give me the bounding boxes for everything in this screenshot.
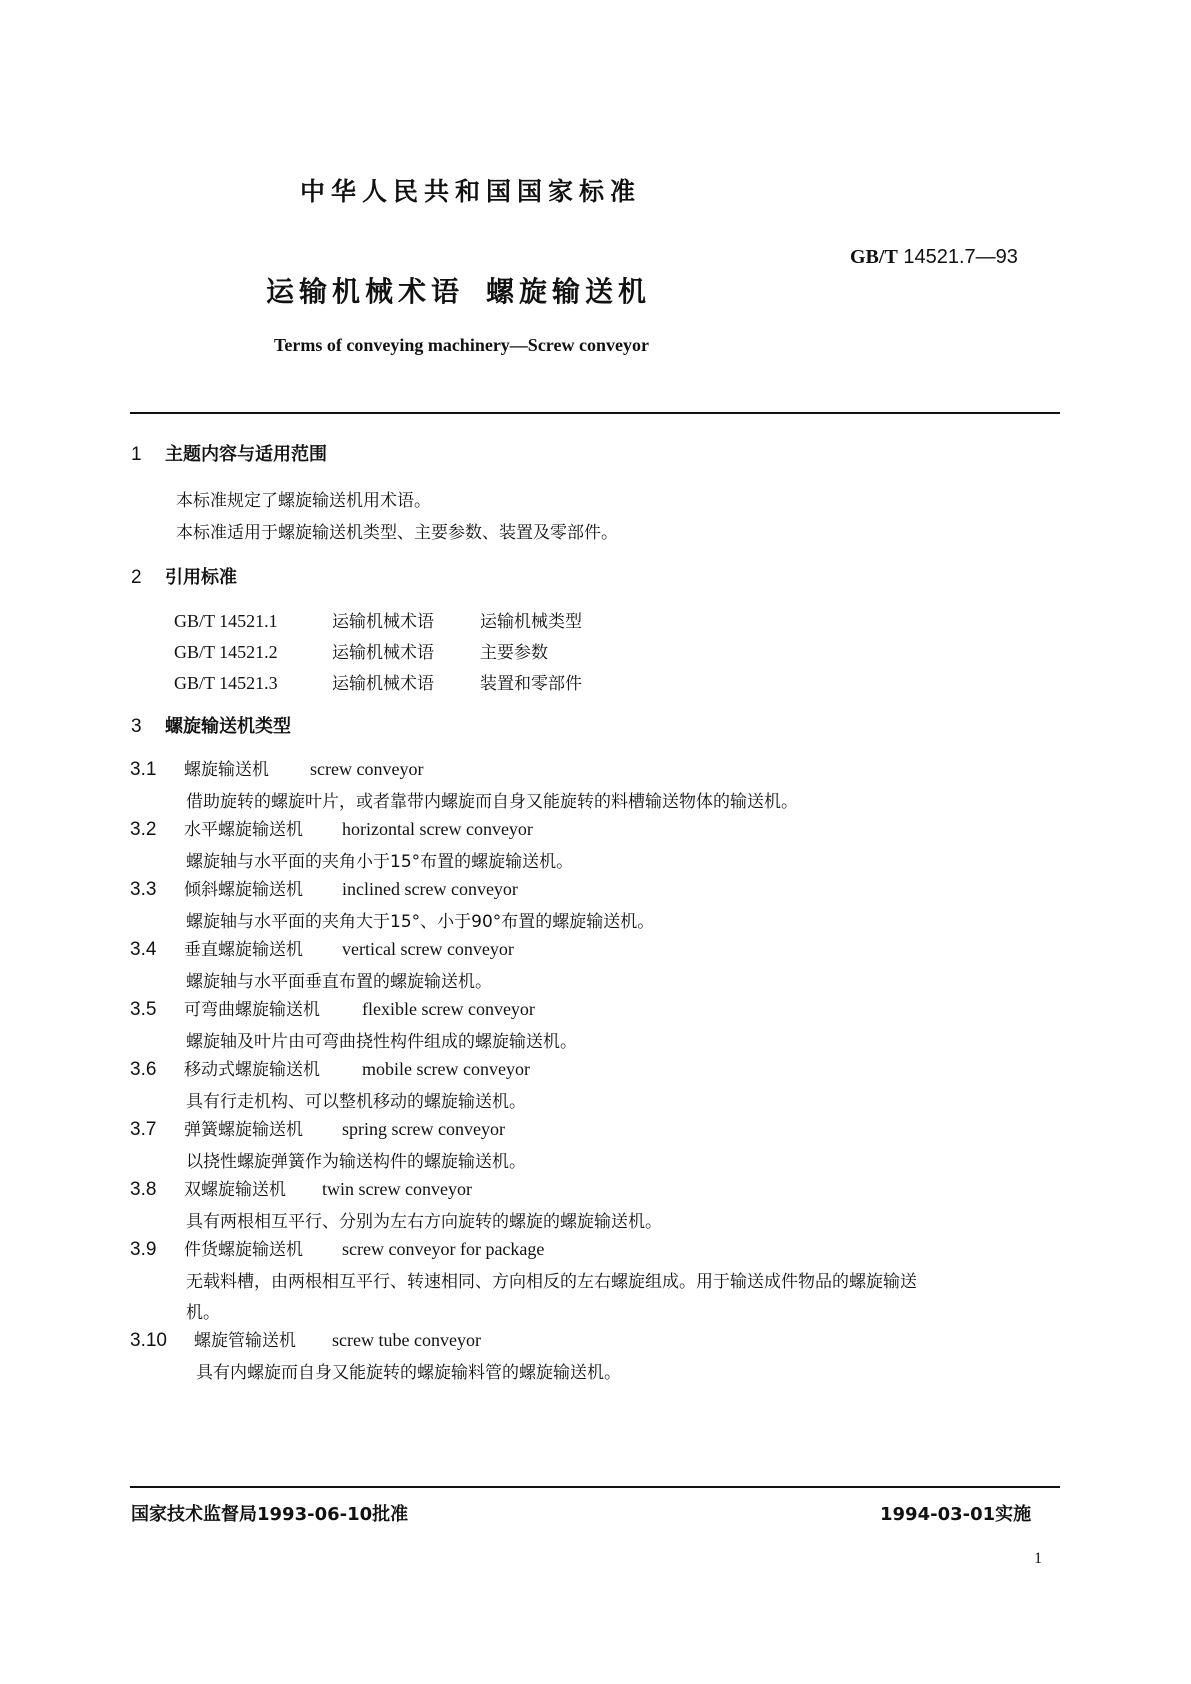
reference-code: GB/T 14521.1 — [174, 611, 278, 631]
term-en: twin screw conveyor — [322, 1179, 472, 1199]
reference-item — [174, 607, 582, 632]
term-cn: 件货螺旋输送机 — [184, 1240, 303, 1260]
reference-title: 运输机械术语 — [332, 612, 434, 632]
reference-item — [174, 638, 548, 663]
term-3-6 — [130, 1055, 530, 1081]
term-en: screw conveyor — [310, 759, 424, 779]
term-number: 3.5 — [130, 999, 157, 1020]
reference-title: 运输机械术语 — [332, 674, 434, 694]
title-cn-part1: 运输机械术语 — [266, 275, 465, 308]
term-definition: 无载料槽，由两根相互平行、转速相同、方向相反的左右螺旋组成。用于输送成件物品的螺旋输送 — [186, 1272, 917, 1292]
term-en: vertical screw conveyor — [342, 939, 514, 959]
national-standard-heading: 中华人民共和国国家标准 — [300, 177, 642, 206]
term-number: 3.4 — [130, 939, 157, 960]
term-definition: 具有两根相互平行、分别为左右方向旋转的螺旋的螺旋输送机。 — [186, 1212, 662, 1232]
section-1-paragraph: 本标准适用于螺旋输送机类型、主要参数、装置及零部件。 — [176, 523, 618, 543]
term-definition: 具有内螺旋而自身又能旋转的螺旋输料管的螺旋输送机。 — [196, 1363, 621, 1383]
term-definition: 螺旋轴及叶片由可弯曲挠性构件组成的螺旋输送机。 — [186, 1032, 577, 1052]
term-number: 3.3 — [130, 879, 157, 900]
approval-line: 国家技术监督局1993-06-10批准 — [131, 1504, 409, 1525]
term-number: 3.6 — [130, 1059, 157, 1080]
standard-number — [850, 246, 1018, 269]
term-definition: 螺旋轴与水平面的夹角小于15°布置的螺旋输送机。 — [186, 852, 574, 872]
reference-subtitle: 主要参数 — [480, 643, 548, 663]
page-number: 1 — [1034, 1550, 1042, 1567]
term-cn: 移动式螺旋输送机 — [184, 1060, 320, 1080]
term-definition: 螺旋轴与水平面的夹角大于15°、小于90°布置的螺旋输送机。 — [186, 912, 655, 932]
section-title: 主题内容与适用范围 — [165, 444, 327, 465]
term-definition: 螺旋轴与水平面垂直布置的螺旋输送机。 — [186, 972, 492, 992]
term-3-9 — [130, 1235, 544, 1261]
term-3-5 — [130, 995, 535, 1021]
reference-subtitle: 运输机械类型 — [480, 612, 582, 632]
term-cn: 双螺旋输送机 — [184, 1180, 286, 1200]
term-cn: 弹簧螺旋输送机 — [184, 1120, 303, 1140]
section-title: 螺旋输送机类型 — [165, 716, 291, 737]
term-definition-continued: 机。 — [186, 1303, 220, 1323]
term-en: screw conveyor for package — [342, 1239, 545, 1259]
standard-number-value: 14521.7—93 — [903, 246, 1018, 268]
term-3-7 — [130, 1115, 505, 1141]
section-2-heading — [131, 563, 237, 589]
term-en: horizontal screw conveyor — [342, 819, 533, 839]
term-3-3 — [130, 875, 518, 901]
term-3-2 — [130, 815, 533, 841]
section-number: 3 — [131, 716, 142, 737]
term-definition: 具有行走机构、可以整机移动的螺旋输送机。 — [186, 1092, 526, 1112]
term-number: 3.8 — [130, 1179, 157, 1200]
section-number: 2 — [131, 567, 142, 588]
term-en: inclined screw conveyor — [342, 879, 518, 899]
document-title-en: Terms of conveying machinery—Screw conveyor — [274, 335, 649, 355]
header-divider — [130, 412, 1060, 414]
term-3-8 — [130, 1175, 472, 1201]
footer-divider — [130, 1486, 1060, 1488]
reference-title: 运输机械术语 — [332, 643, 434, 663]
reference-code: GB/T 14521.2 — [174, 642, 278, 662]
reference-item — [174, 669, 582, 694]
term-en: spring screw conveyor — [342, 1119, 505, 1139]
term-number: 3.7 — [130, 1119, 157, 1140]
title-cn-part2: 螺旋输送机 — [486, 275, 652, 308]
term-cn: 可弯曲螺旋输送机 — [184, 1000, 320, 1020]
section-number: 1 — [131, 444, 142, 465]
term-number: 3.10 — [130, 1330, 167, 1351]
term-number: 3.9 — [130, 1239, 157, 1260]
term-en: mobile screw conveyor — [362, 1059, 530, 1079]
term-cn: 水平螺旋输送机 — [184, 820, 303, 840]
term-3-10 — [130, 1326, 481, 1352]
reference-code: GB/T 14521.3 — [174, 673, 278, 693]
term-3-1 — [130, 755, 423, 781]
term-cn: 螺旋输送机 — [184, 760, 269, 780]
section-1-paragraph: 本标准规定了螺旋输送机用术语。 — [176, 491, 431, 511]
term-number: 3.2 — [130, 819, 157, 840]
implementation-date: 1994-03-01实施 — [880, 1504, 1032, 1525]
term-definition: 借助旋转的螺旋叶片，或者靠带内螺旋而自身又能旋转的料槽输送物体的输送机。 — [186, 792, 798, 812]
standard-number-prefix: GB/T — [850, 246, 898, 268]
section-3-heading — [131, 712, 291, 738]
section-1-heading — [131, 440, 327, 466]
document-title-cn — [266, 270, 651, 310]
term-definition: 以挠性螺旋弹簧作为输送构件的螺旋输送机。 — [186, 1152, 526, 1172]
term-cn: 倾斜螺旋输送机 — [184, 880, 303, 900]
section-title: 引用标准 — [165, 567, 237, 588]
term-en: screw tube conveyor — [332, 1330, 481, 1350]
term-3-4 — [130, 935, 514, 961]
term-cn: 垂直螺旋输送机 — [184, 940, 303, 960]
term-number: 3.1 — [130, 759, 157, 780]
term-en: flexible screw conveyor — [362, 999, 535, 1019]
reference-subtitle: 装置和零部件 — [480, 674, 582, 694]
term-cn: 螺旋管输送机 — [194, 1331, 296, 1351]
